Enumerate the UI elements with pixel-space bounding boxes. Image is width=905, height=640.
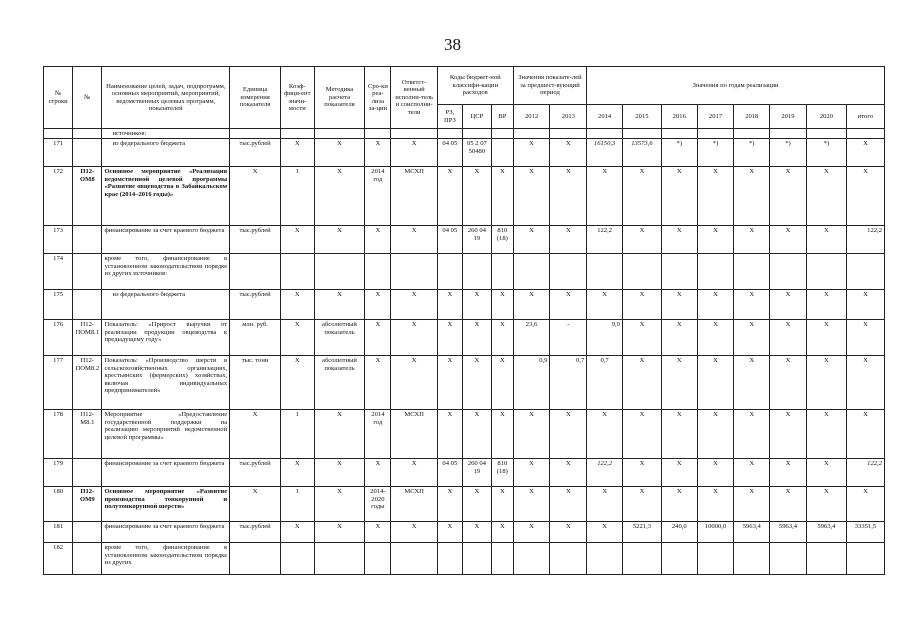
cell-code: П12-ОМ9: [73, 487, 102, 522]
cell-code: [73, 459, 102, 487]
cell-vr: Х: [492, 320, 514, 356]
cell-2019: *): [770, 139, 807, 167]
cell-2014: 0,7: [587, 356, 623, 410]
cell-vr: [492, 139, 514, 167]
header-vr: ВР: [492, 105, 514, 129]
cell-executor: Х: [391, 320, 438, 356]
cell-rz: Х: [437, 522, 462, 543]
cell-code: [73, 290, 102, 320]
header-method: Методика расчета показателя: [314, 67, 365, 129]
cell-2014: Х: [587, 167, 623, 226]
cell-2013: Х: [550, 487, 587, 522]
cell-2013: Х: [550, 522, 587, 543]
cell-executor: Х: [391, 522, 438, 543]
cell-2017: [697, 254, 734, 290]
cell-name: финансирование за счет краевого бюджета: [102, 459, 230, 487]
cell-total: Х: [846, 167, 884, 226]
cell-vr: [492, 543, 514, 575]
cell-2013: Х: [550, 139, 587, 167]
cell-2012: Х: [513, 139, 550, 167]
cell-method: Х: [314, 487, 365, 522]
cell-name: Мероприятие «Предоставление государственной поддержки на реализацию мероприятий ведомственной целевой программы»: [102, 410, 230, 459]
cell-terms: [365, 254, 391, 290]
cell-2016: Х: [661, 226, 697, 254]
cell-row-number: 172: [44, 167, 73, 226]
cell-unit: тыс.рублей: [230, 522, 281, 543]
cell-2012: Х: [513, 459, 550, 487]
cell-2017: [697, 543, 734, 575]
cell-2012: Х: [513, 487, 550, 522]
table-row: [44, 290, 885, 320]
cell-2016: Х: [661, 320, 697, 356]
cell-total: 33351,5: [846, 522, 884, 543]
table-row: [44, 226, 885, 254]
cell-csr: 260 04 19: [462, 226, 491, 254]
cell-2018: [734, 254, 770, 290]
cell-coef: [281, 543, 315, 575]
cell-2013: Х: [550, 226, 587, 254]
header-years: Значения по годам реализации: [587, 67, 885, 105]
cell-2012: 0,9: [513, 356, 550, 410]
cell-vr: Х: [492, 167, 514, 226]
cell-2017: 10000,0: [697, 522, 734, 543]
cell-unit: [230, 254, 281, 290]
cell-method: [314, 543, 365, 575]
cell-2016: 240,0: [661, 522, 697, 543]
cell-2019: Х: [770, 320, 807, 356]
cell-2013: Х: [550, 410, 587, 459]
cell-2017: *): [697, 139, 734, 167]
cell-total: [846, 543, 884, 575]
cell-code: [73, 522, 102, 543]
table-row: [44, 543, 885, 575]
cell-method: Х: [314, 522, 365, 543]
cell-unit: Х: [230, 487, 281, 522]
cell-row-number: 175: [44, 290, 73, 320]
cell-executor: МСХП: [391, 487, 438, 522]
cell-rz: 04 05: [437, 226, 462, 254]
cell-2014: 122,2: [587, 459, 623, 487]
cell-csr: Х: [462, 522, 491, 543]
cell-2020: Х: [806, 167, 846, 226]
header-row-no: № строки: [44, 67, 73, 129]
cell-2018: Х: [734, 487, 770, 522]
cell-terms: 2014 год: [365, 410, 391, 459]
cell-2012: Х: [513, 522, 550, 543]
cell-total: 122,2: [846, 226, 884, 254]
header-no: №: [73, 67, 102, 129]
cell-2015: 13573,6: [622, 139, 661, 167]
cell-unit: тыс.рублей: [230, 459, 281, 487]
cell-2019: Х: [770, 226, 807, 254]
cell-rz: [437, 543, 462, 575]
cell-code: [73, 254, 102, 290]
cell-2020: Х: [806, 487, 846, 522]
cell-2014: Х: [587, 290, 623, 320]
cell-2012: 23,6: [513, 320, 550, 356]
header-rz: РЗ, ПРЗ: [437, 105, 462, 129]
cell-code: П12-ПОМ8.1: [73, 320, 102, 356]
cell-terms: 2014-2020 годы: [365, 487, 391, 522]
cell-2015: Х: [622, 459, 661, 487]
cell-rz: 04 05: [437, 459, 462, 487]
cell-method: Х: [314, 459, 365, 487]
header-2016: 2016: [661, 105, 697, 129]
cell-method: абсолютный показатель: [314, 320, 365, 356]
cell-row-number: 171: [44, 139, 73, 167]
cell-2014: Х: [587, 522, 623, 543]
cell-method: Х: [314, 167, 365, 226]
cell-coef: 1: [281, 167, 315, 226]
cell-2017: Х: [697, 356, 734, 410]
cell-2016: Х: [661, 167, 697, 226]
cell-executor: [391, 254, 438, 290]
cell-name: финансирование за счет краевого бюджета: [102, 522, 230, 543]
cell-2020: Х: [806, 226, 846, 254]
cell-2018: Х: [734, 167, 770, 226]
cell-csr: Х: [462, 356, 491, 410]
cell-name: Показатель: «Прирост выручки от реализации продукции овцеводства к предыдущему году»: [102, 320, 230, 356]
cell-2016: [661, 543, 697, 575]
header-2017: 2017: [697, 105, 734, 129]
cell-2015: [622, 543, 661, 575]
cell-code: [73, 139, 102, 167]
cell-2015: 5221,3: [622, 522, 661, 543]
cell-2017: Х: [697, 290, 734, 320]
cell-2020: *): [806, 139, 846, 167]
cell-executor: МСХП: [391, 167, 438, 226]
header-csr: ЦСР: [462, 105, 491, 129]
header-2015: 2015: [622, 105, 661, 129]
header-coef: Коэф-фици-ент значи-мости: [281, 67, 315, 129]
cell-executor: МСХП: [391, 410, 438, 459]
cell-name: источников:: [102, 129, 230, 139]
cell-2013: Х: [550, 167, 587, 226]
cell-2012: Х: [513, 290, 550, 320]
cell-method: абсолютный показатель: [314, 356, 365, 410]
cell-coef: 1: [281, 487, 315, 522]
cell-2020: Х: [806, 410, 846, 459]
cell-vr: Х: [492, 290, 514, 320]
table-header: [44, 67, 885, 129]
cell-executor: Х: [391, 226, 438, 254]
cell-csr: Х: [462, 320, 491, 356]
cell-row-number: 178: [44, 410, 73, 459]
cell-2019: Х: [770, 410, 807, 459]
cell-2019: [770, 254, 807, 290]
cell-2016: Х: [661, 410, 697, 459]
cell-2015: Х: [622, 167, 661, 226]
header-terms: Сро-ки реа-лиза за-ции: [365, 67, 391, 129]
cell-2013: Х: [550, 290, 587, 320]
cell-csr: Х: [462, 290, 491, 320]
cell-vr: 810 (18): [492, 459, 514, 487]
cell-2020: Х: [806, 356, 846, 410]
cell-unit: Х: [230, 167, 281, 226]
cell-rz: Х: [437, 487, 462, 522]
cell-2013: [550, 254, 587, 290]
cell-total: Х: [846, 290, 884, 320]
cell-2017: Х: [697, 167, 734, 226]
cell-2017: Х: [697, 320, 734, 356]
table-row-continued: [44, 129, 885, 139]
cell-2019: [770, 543, 807, 575]
header-2012: 2012: [513, 105, 550, 129]
cell-coef: Х: [281, 356, 315, 410]
table-row: [44, 254, 885, 290]
header-2018: 2018: [734, 105, 770, 129]
cell-csr: 05 2 07 50480: [462, 139, 491, 167]
cell-2015: Х: [622, 320, 661, 356]
cell-unit: [230, 543, 281, 575]
cell-coef: Х: [281, 290, 315, 320]
cell-rz: [437, 254, 462, 290]
cell-2013: Х: [550, 459, 587, 487]
cell-unit: тыс.рублей: [230, 226, 281, 254]
cell-coef: Х: [281, 522, 315, 543]
cell-coef: Х: [281, 320, 315, 356]
cell-unit: тыс.рублей: [230, 290, 281, 320]
cell-terms: Х: [365, 522, 391, 543]
cell-2016: Х: [661, 356, 697, 410]
cell-total: Х: [846, 320, 884, 356]
header-2020: 2020: [806, 105, 846, 129]
cell-code: П12-ПОМ8.2: [73, 356, 102, 410]
cell-2012: [513, 254, 550, 290]
cell-name: Основное мероприятие «Реализация ведомственной целевой программы «Развитие овцеводства в Забайкальском крае (2014–2016 годы)»: [102, 167, 230, 226]
cell-2018: Х: [734, 320, 770, 356]
cell-total: 122,2: [846, 459, 884, 487]
cell-row-number: 181: [44, 522, 73, 543]
cell-total: Х: [846, 487, 884, 522]
cell-rz: Х: [437, 167, 462, 226]
table-row: [44, 410, 885, 459]
cell-2013: [550, 543, 587, 575]
cell-2015: Х: [622, 356, 661, 410]
header-total: итого: [846, 105, 884, 129]
cell-executor: Х: [391, 290, 438, 320]
cell-executor: Х: [391, 356, 438, 410]
cell-code: [73, 226, 102, 254]
cell-2019: Х: [770, 487, 807, 522]
cell-2014: 122,2: [587, 226, 623, 254]
cell-2012: Х: [513, 226, 550, 254]
cell-terms: Х: [365, 459, 391, 487]
cell-total: Х: [846, 139, 884, 167]
cell-coef: Х: [281, 226, 315, 254]
header-prev: Значения показате-лей за предшест-вующий период: [513, 67, 587, 105]
page-number: 38: [444, 35, 461, 54]
cell-csr: 260 04 19: [462, 459, 491, 487]
header-2019: 2019: [770, 105, 807, 129]
cell-csr: Х: [462, 167, 491, 226]
cell-csr: [462, 254, 491, 290]
cell-name: финансирование за счет краевого бюджета: [102, 226, 230, 254]
cell-2017: Х: [697, 459, 734, 487]
cell-rz: Х: [437, 290, 462, 320]
cell-2019: Х: [770, 290, 807, 320]
cell-2013: -: [550, 320, 587, 356]
header-codes: Коды бюджет-ной классифи-кации расходов: [437, 67, 513, 105]
cell-2020: Х: [806, 320, 846, 356]
header-2013: 2013: [550, 105, 587, 129]
cell-code: П12-М8.1: [73, 410, 102, 459]
cell-2016: Х: [661, 487, 697, 522]
cell-vr: Х: [492, 410, 514, 459]
cell-2014: 16150,3: [587, 139, 623, 167]
cell-name: из федерального бюджета: [102, 139, 230, 167]
cell-2017: Х: [697, 487, 734, 522]
cell-executor: Х: [391, 459, 438, 487]
cell-coef: Х: [281, 459, 315, 487]
cell-unit: Х: [230, 410, 281, 459]
header-unit: Единица измерения показателя: [230, 67, 281, 129]
program-table: [43, 66, 885, 575]
table-row: [44, 167, 885, 226]
cell-2016: Х: [661, 290, 697, 320]
cell-2020: [806, 254, 846, 290]
cell-name: Основное мероприятие «Развитие производства тонкорунной и полутонкорунной шерсти»: [102, 487, 230, 522]
cell-2017: Х: [697, 410, 734, 459]
table-body: [44, 129, 885, 575]
cell-rz: Х: [437, 320, 462, 356]
cell-row-number: 182: [44, 543, 73, 575]
cell-row-number: 177: [44, 356, 73, 410]
cell-coef: 1: [281, 410, 315, 459]
cell-2018: Х: [734, 290, 770, 320]
cell-2016: Х: [661, 459, 697, 487]
cell-csr: Х: [462, 487, 491, 522]
header-2014: 2014: [587, 105, 623, 129]
cell-terms: Х: [365, 320, 391, 356]
cell-method: Х: [314, 139, 365, 167]
cell-2015: Х: [622, 226, 661, 254]
cell-2019: Х: [770, 167, 807, 226]
cell-executor: [391, 543, 438, 575]
cell-name: кроме того, финансирование в установленном законодательством порядке из других источников:: [102, 254, 230, 290]
cell-2016: [661, 254, 697, 290]
cell-row-number: 174: [44, 254, 73, 290]
cell-2012: [513, 543, 550, 575]
cell-coef: Х: [281, 139, 315, 167]
cell-vr: Х: [492, 356, 514, 410]
cell-vr: Х: [492, 522, 514, 543]
cell-2019: 5963,4: [770, 522, 807, 543]
cell-terms: Х: [365, 290, 391, 320]
cell-unit: тыс.рублей: [230, 139, 281, 167]
cell-2014: Х: [587, 487, 623, 522]
cell-vr: Х: [492, 487, 514, 522]
cell-2020: [806, 543, 846, 575]
cell-terms: Х: [365, 356, 391, 410]
cell-2013: 0,7: [550, 356, 587, 410]
cell-2020: Х: [806, 290, 846, 320]
cell-2012: Х: [513, 410, 550, 459]
cell-method: Х: [314, 290, 365, 320]
cell-2014: [587, 543, 623, 575]
cell-row-number: 176: [44, 320, 73, 356]
cell-terms: Х: [365, 226, 391, 254]
cell-code: П12-ОМ8: [73, 167, 102, 226]
table-row: [44, 459, 885, 487]
cell-rz: Х: [437, 356, 462, 410]
table-row: [44, 522, 885, 543]
cell-2020: Х: [806, 459, 846, 487]
cell-2018: Х: [734, 459, 770, 487]
header-exec: Ответст-венный исполни-тель и соисполни-тели: [391, 67, 438, 129]
cell-2015: Х: [622, 410, 661, 459]
cell-row-number: 173: [44, 226, 73, 254]
cell-method: Х: [314, 226, 365, 254]
cell-row-number: 179: [44, 459, 73, 487]
cell-row-number: 180: [44, 487, 73, 522]
cell-name: кроме того, финансирование в установленном законодательством порядке из других: [102, 543, 230, 575]
cell-rz: Х: [437, 410, 462, 459]
cell-2014: 9,9: [587, 320, 623, 356]
cell-2017: Х: [697, 226, 734, 254]
cell-unit: тыс. тонн: [230, 356, 281, 410]
cell-total: [846, 254, 884, 290]
cell-method: Х: [314, 410, 365, 459]
cell-terms: Х: [365, 139, 391, 167]
header-name: Наименование целей, задач, подпрограмм, основных мероприятий, мероприятий, ведомственных целевых программ, показателей: [102, 67, 230, 129]
cell-2019: Х: [770, 459, 807, 487]
cell-executor: Х: [391, 139, 438, 167]
cell-name: Показатель: «Производство шерсти в сельскохозяйственных организациях, крестьянских (фермерских) хозяйствах, включая индивидуальных предпринимателей»: [102, 356, 230, 410]
cell-2018: Х: [734, 226, 770, 254]
cell-2018: *): [734, 139, 770, 167]
cell-terms: [365, 543, 391, 575]
table-row: [44, 320, 885, 356]
cell-2012: Х: [513, 167, 550, 226]
cell-rz: 04 05: [437, 139, 462, 167]
cell-total: Х: [846, 356, 884, 410]
cell-vr: [492, 254, 514, 290]
cell-csr: [462, 543, 491, 575]
cell-2020: 5963,4: [806, 522, 846, 543]
cell-2018: Х: [734, 410, 770, 459]
cell-2018: Х: [734, 356, 770, 410]
cell-2015: Х: [622, 290, 661, 320]
cell-2018: [734, 543, 770, 575]
cell-2016: *): [661, 139, 697, 167]
cell-name: из федерального бюджета: [102, 290, 230, 320]
cell-code: [73, 543, 102, 575]
table-row: [44, 356, 885, 410]
cell-2019: Х: [770, 356, 807, 410]
cell-coef: [281, 254, 315, 290]
cell-2018: 5963,4: [734, 522, 770, 543]
cell-2014: [587, 254, 623, 290]
cell-2015: [622, 254, 661, 290]
cell-terms: 2014 год: [365, 167, 391, 226]
cell-2014: Х: [587, 410, 623, 459]
cell-unit: млн. руб.: [230, 320, 281, 356]
cell-vr: 810 (18): [492, 226, 514, 254]
cell-2015: Х: [622, 487, 661, 522]
table-row: [44, 487, 885, 522]
table-row: [44, 139, 885, 167]
cell-total: Х: [846, 410, 884, 459]
cell-method: [314, 254, 365, 290]
cell-csr: Х: [462, 410, 491, 459]
